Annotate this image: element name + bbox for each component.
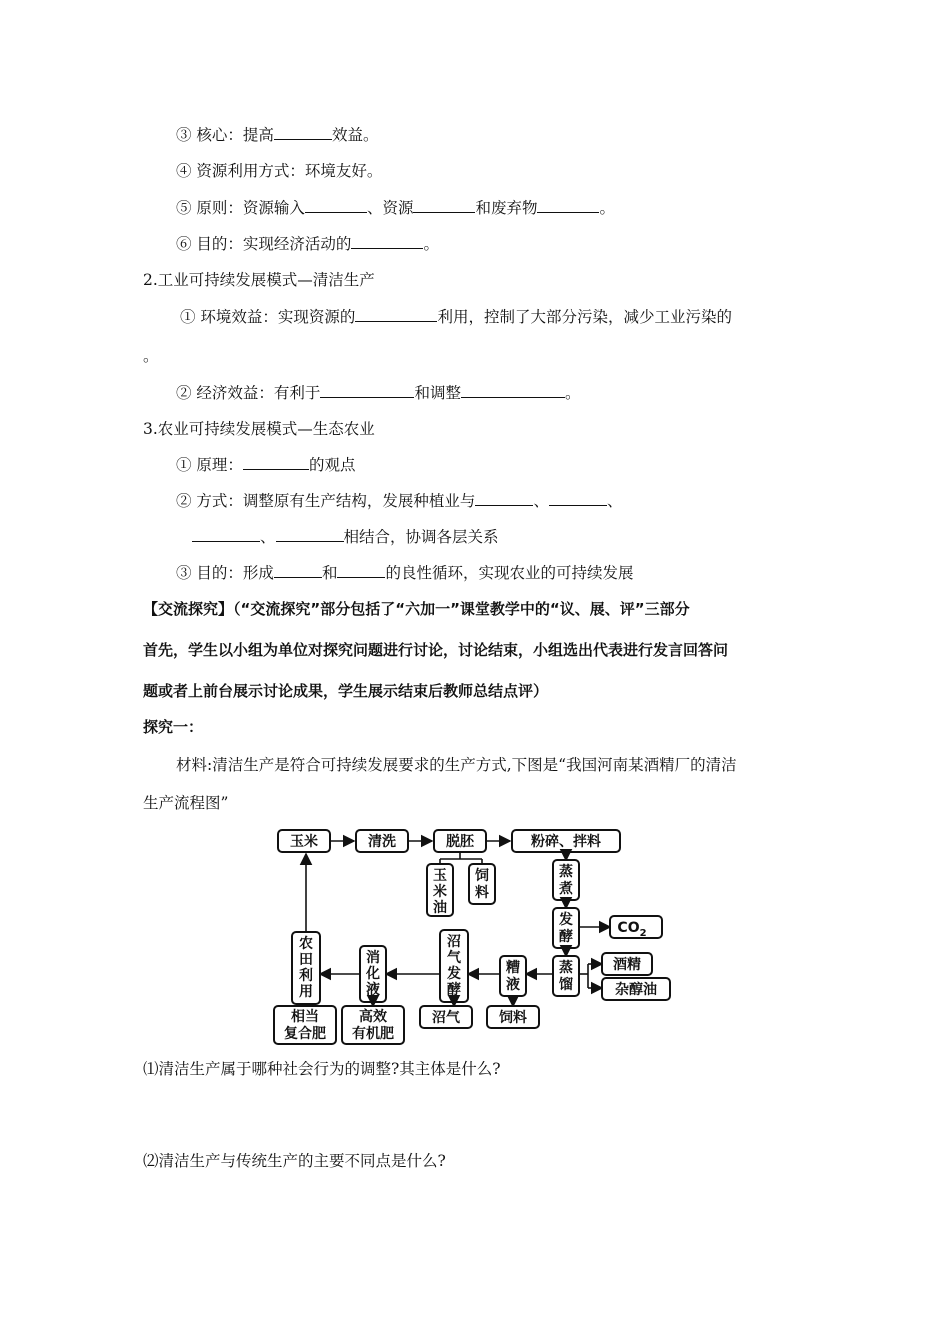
label-crush: 粉碎、拌料 <box>531 834 601 850</box>
inquiry-label: 探究一： <box>143 718 204 736</box>
label-steam-1: 蒸 <box>559 864 573 880</box>
label-degerm: 脱胚 <box>446 834 474 850</box>
exchange-line2: 首先，学生以小组为单位对探究问题进行讨论，讨论结束，小组选出代表进行发言回答问 <box>143 641 729 659</box>
label-feed1-1: 饲 <box>475 868 489 884</box>
section3-method: ② 方式：调整原有生产结构，发展种植业与 、 、 <box>176 492 623 510</box>
label-dig-3: 液 <box>366 982 380 998</box>
label-biogas: 沼气 <box>432 1010 460 1026</box>
label-corn-oil-2: 米 <box>433 884 447 900</box>
label-farm-3: 利 <box>299 968 313 984</box>
item-core: ③ 核心：提高 效益。 <box>176 126 379 144</box>
label-ferment-1: 发 <box>559 912 573 928</box>
section2-env: ① 环境效益：实现资源的 利用，控制了大部分污染，减少工业污染的 <box>180 308 732 326</box>
label-dig-2: 化 <box>366 966 380 982</box>
label-feed1-2: 料 <box>475 885 489 901</box>
answer-blank[interactable] <box>413 197 475 213</box>
label-alcohol: 酒精 <box>613 957 641 973</box>
answer-blank[interactable] <box>243 454 309 470</box>
label-bf-3: 发 <box>447 966 461 982</box>
section2-env-end: 。 <box>143 347 159 365</box>
label-bf-1: 沼 <box>447 934 461 950</box>
answer-blank[interactable] <box>355 306 437 322</box>
section2-econ: ② 经济效益：有利于 和调整 。 <box>176 384 581 402</box>
label-corn-oil-1: 玉 <box>433 868 447 884</box>
question-1: ⑴清洁生产属于哪种社会行为的调整?其主体是什么? <box>143 1060 501 1078</box>
question-2: ⑵清洁生产与传统生产的主要不同点是什么? <box>143 1152 446 1170</box>
section3-principle: ① 原理： 的观点 <box>176 456 356 474</box>
answer-blank[interactable] <box>320 382 414 398</box>
label-fusel: 杂醇油 <box>615 982 657 998</box>
label-feed2: 饲料 <box>499 1010 527 1026</box>
item-goal: ⑥ 目的：实现经济活动的 。 <box>176 235 439 253</box>
answer-blank[interactable] <box>276 526 344 542</box>
answer-blank[interactable] <box>475 490 533 506</box>
label-ferment-2: 酵 <box>559 929 573 945</box>
production-flowchart <box>270 822 690 1052</box>
label-comp-2: 复合肥 <box>284 1026 326 1042</box>
answer-blank[interactable] <box>351 233 423 249</box>
section2-title: 2.工业可持续发展模式—清洁生产 <box>143 271 375 289</box>
label-org-1: 高效 <box>359 1009 387 1025</box>
label-stillage-2: 液 <box>506 977 520 993</box>
answer-blank[interactable] <box>537 197 599 213</box>
answer-blank[interactable] <box>461 382 565 398</box>
section3-method-cont: 、 相结合，协调各层关系 <box>192 526 499 548</box>
section3-goal: ③ 目的：形成 和 的良性循环，实现农业的可持续发展 <box>176 564 634 582</box>
answer-blank[interactable] <box>549 490 607 506</box>
material-line2: 生产流程图” <box>143 794 229 812</box>
answer-blank[interactable] <box>192 526 260 542</box>
label-farm-4: 用 <box>299 984 313 1000</box>
label-dig-1: 消 <box>366 950 380 966</box>
exchange-line3: 题或者上前台展示讨论成果，学生展示结束后教师总结点评） <box>143 682 549 700</box>
label-bf-4: 酵 <box>447 982 461 998</box>
label-comp-1: 相当 <box>291 1009 319 1025</box>
label-corn: 玉米 <box>290 834 318 850</box>
label-stillage-1: 糟 <box>506 960 520 976</box>
label-co2: $CO_2$ <box>617 920 647 939</box>
material-line1: 材料:清洁生产是符合可持续发展要求的生产方式,下图是“我国河南某酒精厂的清洁 <box>176 756 737 774</box>
label-farm-2: 田 <box>299 952 313 968</box>
label-org-2: 有机肥 <box>352 1026 394 1042</box>
exchange-line1: 【交流探究】（“交流探究”部分包括了“六加一”课堂教学中的“议、展、评”三部分 <box>143 600 690 618</box>
item-resource-use: ④ 资源利用方式：环境友好。 <box>176 162 383 180</box>
answer-blank[interactable] <box>274 124 332 140</box>
label-steam-2: 煮 <box>559 881 573 897</box>
answer-blank[interactable] <box>305 197 367 213</box>
label-distill-2: 馏 <box>559 977 573 993</box>
answer-blank[interactable] <box>337 562 385 578</box>
answer-blank[interactable] <box>274 562 322 578</box>
label-farm-1: 农 <box>299 936 313 952</box>
label-wash: 清洗 <box>368 834 396 850</box>
item-principle: ⑤ 原则：资源输入 、资源 和废弃物 。 <box>176 199 615 217</box>
label-distill-1: 蒸 <box>559 960 573 976</box>
label-corn-oil-3: 油 <box>433 900 447 916</box>
section3-title: 3.农业可持续发展模式—生态农业 <box>143 420 375 438</box>
label-bf-2: 气 <box>447 950 461 966</box>
